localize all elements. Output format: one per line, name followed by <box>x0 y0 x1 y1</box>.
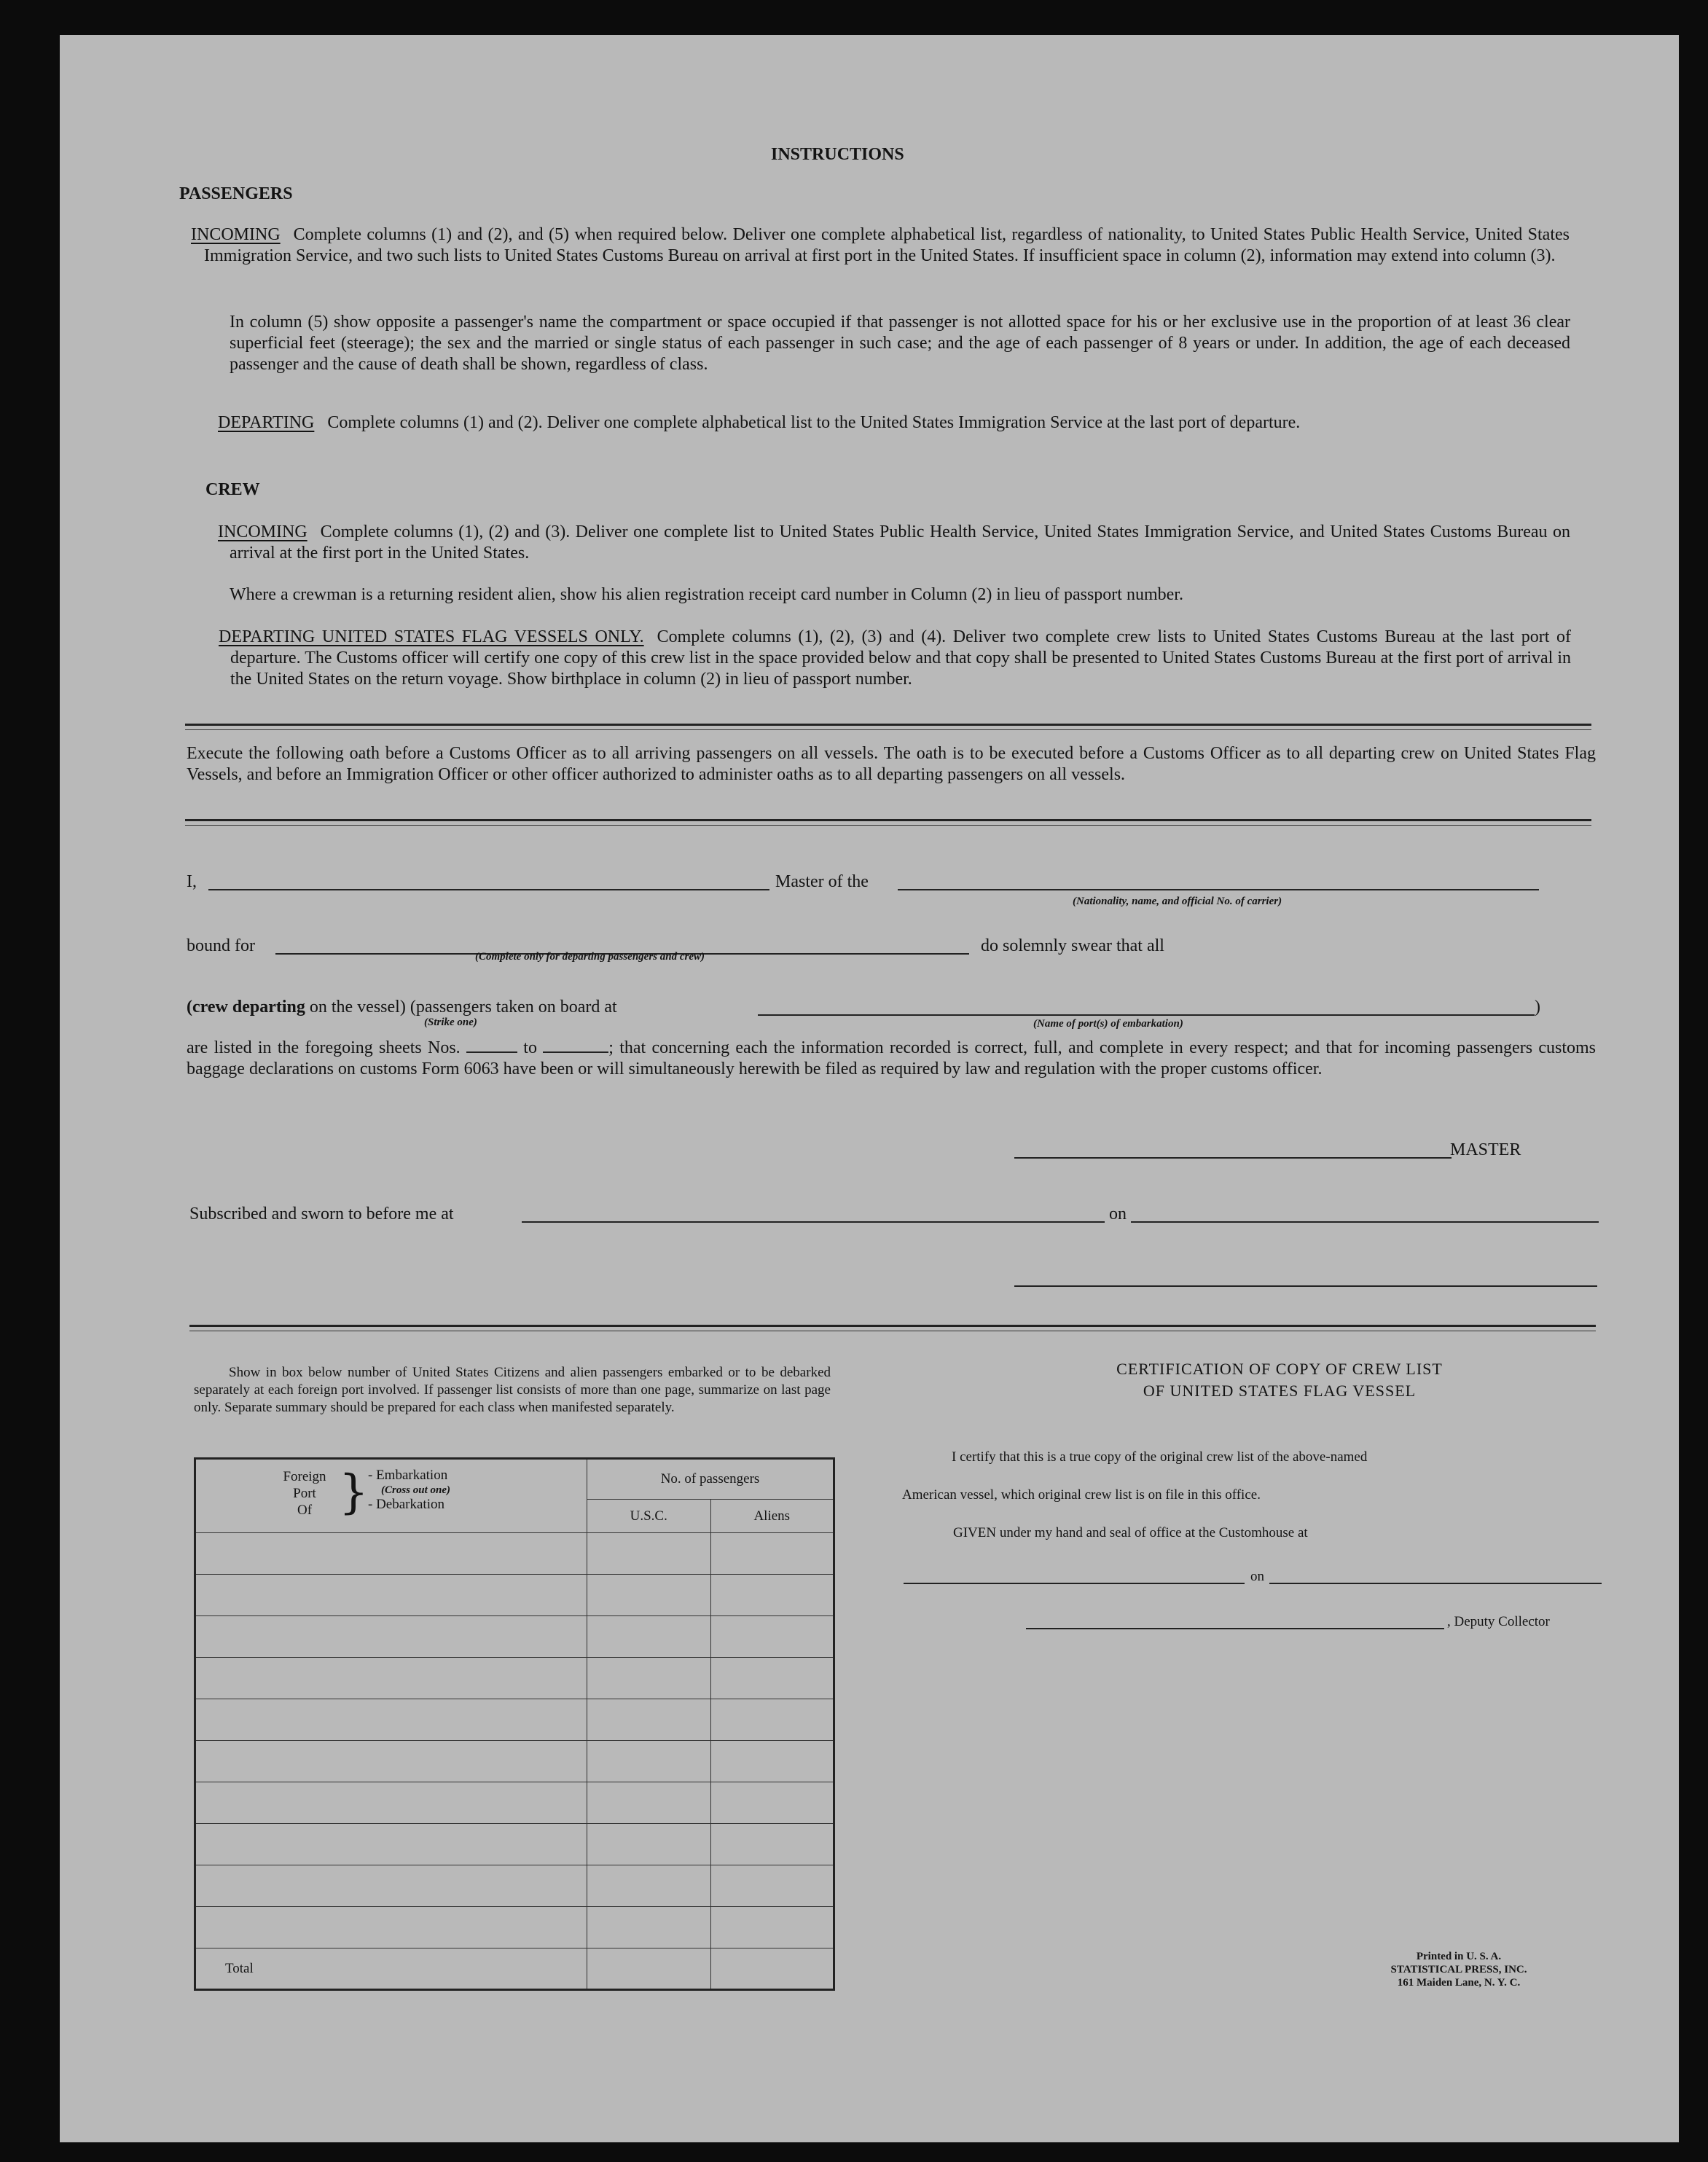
debarkation-label: - Debarkation <box>368 1497 444 1512</box>
oath-i-label: I, <box>187 872 197 891</box>
passengers-taken-text: (passengers taken on board at <box>410 998 617 1017</box>
printer-line1: Printed in U. S. A. <box>1416 1951 1502 1962</box>
usc-cell[interactable] <box>587 1699 710 1741</box>
subscribed-label: Subscribed and sworn to before me at <box>189 1205 454 1223</box>
lower-divider <box>189 1325 1596 1327</box>
crew-resident-paragraph: Where a crewman is a returning resident alien, show his alien registration receipt card number in Column (2) in lieu of passport number. <box>230 585 1183 604</box>
port-cell[interactable] <box>195 1575 587 1616</box>
port-cell[interactable] <box>195 1782 587 1824</box>
usc-cell[interactable] <box>587 1658 710 1699</box>
brace-icon: } <box>339 1465 369 1519</box>
given-text: GIVEN under my hand and seal of office at the Customhouse at <box>953 1525 1308 1540</box>
aliens-cell[interactable] <box>710 1824 834 1865</box>
foreign-port-header <box>195 1459 587 1533</box>
form-page <box>60 35 1679 2142</box>
oath-divider <box>185 819 1591 821</box>
customhouse-field[interactable] <box>904 1583 1245 1584</box>
table-row <box>195 1824 834 1865</box>
table-row <box>195 1699 834 1741</box>
embarkation-label: - Embarkation <box>368 1468 448 1483</box>
port-cell[interactable] <box>195 1907 587 1948</box>
bound-for-caption: (Complete only for departing passengers and crew) <box>475 951 705 963</box>
aliens-cell[interactable] <box>710 1699 834 1741</box>
usc-cell[interactable] <box>587 1575 710 1616</box>
port-label: Port <box>293 1486 316 1501</box>
port-cell[interactable] <box>195 1658 587 1699</box>
printer-imprint <box>1328 1950 1590 1989</box>
on-vessel-text: on the vessel) <box>309 998 406 1017</box>
usc-cell[interactable] <box>587 1907 710 1948</box>
ports-field[interactable] <box>758 1014 1535 1016</box>
bound-for-label: bound for <box>187 936 255 955</box>
certification-heading-line1: CERTIFICATION OF COPY OF CREW LIST <box>1116 1360 1443 1378</box>
oath-intro: Execute the following oath before a Customs Officer as to all arriving passengers on all vessels. The oath is to be executed before a Customs Officer as to all departing crew on United States Flag Vessels, and before an Immigration Officer or other officer authorized to administer oaths as to all departing passengers on all vessels. <box>187 744 1596 784</box>
table-row <box>195 1865 834 1907</box>
passengers-column5-paragraph: In column (5) show opposite a passenger's name the compartment or space occupied if that passenger is not allotted space for his or her exclusive use in the proportion of at least 36 clear superficial feet (steerage); the sex and the married or single status of each passenger in such case; and the age of each passenger of 8 years or under. In addition, the age of each deceased passenger and the cause of death shall be shown, regardless of class. <box>230 313 1570 374</box>
crew-heading: CREW <box>205 480 260 499</box>
oath-divider-thin <box>185 825 1591 826</box>
passengers-incoming-label: INCOMING <box>191 225 281 244</box>
port-cell[interactable] <box>195 1699 587 1741</box>
aliens-cell[interactable] <box>710 1782 834 1824</box>
usc-cell[interactable] <box>587 1824 710 1865</box>
table-row <box>195 1616 834 1658</box>
passengers-departing-paragraph <box>218 412 1570 434</box>
certification-heading <box>981 1358 1578 1402</box>
certification-heading-line2: OF UNITED STATES FLAG VESSEL <box>1143 1382 1417 1400</box>
cert-date-field[interactable] <box>1269 1583 1602 1584</box>
printer-line2: STATISTICAL PRESS, INC. <box>1390 1964 1527 1975</box>
close-paren: ) <box>1535 998 1540 1017</box>
officer-signature-field[interactable] <box>1014 1285 1597 1287</box>
crew-departing-text: (crew departing <box>187 998 305 1017</box>
usc-cell[interactable] <box>587 1782 710 1824</box>
deputy-label: , Deputy Collector <box>1447 1614 1550 1629</box>
carrier-caption: (Nationality, name, and official No. of carrier) <box>1073 896 1282 907</box>
total-label: Total <box>195 1948 587 1990</box>
passengers-heading: PASSENGERS <box>179 184 293 203</box>
sheet-to-field[interactable] <box>543 1038 608 1053</box>
cross-out-label: (Cross out one) <box>381 1484 451 1496</box>
printer-line3: 161 Maiden Lane, N. Y. C. <box>1397 1977 1521 1989</box>
master-label: MASTER <box>1450 1140 1521 1159</box>
master-name-field[interactable] <box>208 889 769 890</box>
ports-caption: (Name of port(s) of embarkation) <box>1033 1018 1183 1030</box>
american-text: American vessel, which original crew list is on file in this office. <box>902 1487 1261 1503</box>
certify-text: I certify that this is a true copy of the original crew list of the above-named <box>952 1449 1368 1465</box>
total-aliens-cell[interactable] <box>710 1948 834 1990</box>
crew-passengers-line <box>187 997 617 1018</box>
strike-caption: (Strike one) <box>424 1017 477 1028</box>
cert-on-label: on <box>1250 1569 1264 1584</box>
master-signature-field[interactable] <box>1014 1157 1452 1159</box>
passengers-departing-label: DEPARTING <box>218 413 315 432</box>
usc-cell[interactable] <box>587 1616 710 1658</box>
usc-cell[interactable] <box>587 1533 710 1575</box>
table-row <box>195 1782 834 1824</box>
swear-label: do solemnly swear that all <box>981 936 1164 955</box>
page-title: INSTRUCTIONS <box>771 145 904 164</box>
listed-prefix: are listed in the foregoing sheets Nos. <box>187 1038 461 1057</box>
of-label: Of <box>297 1503 313 1518</box>
crew-departing-text: Complete columns (1), (2), (3) and (4). Deliver two complete crew lists to United States Customs Bureau at the last port of departure. The Customs officer will certify one copy of this crew list in the space provided below and that copy shall be presented to United States Customs Bureau at the first port of arrival in the United States on the return voyage. Show birthplace in column (2) in lieu of passport number. <box>230 627 1571 689</box>
carrier-field[interactable] <box>898 889 1539 890</box>
subscribed-on-label: on <box>1109 1205 1127 1223</box>
usc-cell[interactable] <box>587 1865 710 1907</box>
table-row <box>195 1907 834 1948</box>
master-of-label: Master of the <box>775 872 869 891</box>
aliens-cell[interactable] <box>710 1575 834 1616</box>
table-row <box>195 1741 834 1782</box>
passengers-incoming-paragraph <box>191 224 1570 267</box>
passengers-incoming-text: Complete columns (1) and (2), and (5) when required below. Deliver one complete alphabetical list, regardless of nationality, to United States Public Health Service, United States Immigration Service, and two such lists to United States Customs Bureau on arrival at first port in the United States. If insufficient space in column (2), information may extend into column (3). <box>204 225 1570 265</box>
port-cell[interactable] <box>195 1824 587 1865</box>
usc-header: U.S.C. <box>587 1500 710 1533</box>
listed-paragraph <box>187 1038 1596 1080</box>
crew-incoming-text: Complete columns (1), (2) and (3). Deliver one complete list to United States Public Health Service, United States Immigration Service, and United States Customs Bureau on arrival at the first port in the United States. <box>230 522 1570 563</box>
passenger-summary-table <box>194 1457 835 1991</box>
aliens-cell[interactable] <box>710 1533 834 1575</box>
to-word: to <box>523 1038 537 1057</box>
sheet-from-field[interactable] <box>466 1038 517 1053</box>
crew-incoming-label: INCOMING <box>218 522 307 541</box>
summary-instructions: Show in box below number of United States Citizens and alien passengers embarked or to be debarked separately at each foreign port involved. If passenger list consists of more than one page, summarize on last page only. Separate summary should be prepared for each class when manifested separately. <box>194 1365 831 1415</box>
subscribed-date-field[interactable] <box>1131 1221 1599 1223</box>
total-row <box>195 1948 834 1990</box>
aliens-cell[interactable] <box>710 1907 834 1948</box>
aliens-cell[interactable] <box>710 1865 834 1907</box>
aliens-cell[interactable] <box>710 1741 834 1782</box>
no-passengers-header: No. of passengers <box>587 1459 834 1500</box>
foreign-label: Foreign <box>283 1469 326 1484</box>
aliens-cell[interactable] <box>710 1658 834 1699</box>
section-divider <box>185 724 1591 726</box>
port-cell[interactable] <box>195 1533 587 1575</box>
table-row <box>195 1658 834 1699</box>
passengers-departing-text: Complete columns (1) and (2). Deliver one complete alphabetical list to the United States Immigration Service at the last port of departure. <box>327 413 1301 432</box>
subscribed-place-field[interactable] <box>522 1221 1105 1223</box>
total-usc-cell[interactable] <box>587 1948 710 1990</box>
usc-cell[interactable] <box>587 1741 710 1782</box>
listed-rest: ; that concerning each the information recorded is correct, full, and complete in every respect; and that for incoming passengers customs baggage declarations on customs Form 6063 have been or will simultaneously herewith be filed as required by law and regulation with the proper customs officer. <box>187 1038 1597 1078</box>
port-cell[interactable] <box>195 1741 587 1782</box>
crew-incoming-paragraph <box>218 522 1570 564</box>
table-row <box>195 1533 834 1575</box>
aliens-cell[interactable] <box>710 1616 834 1658</box>
port-cell[interactable] <box>195 1865 587 1907</box>
section-divider-thin <box>185 729 1591 730</box>
deputy-signature-field[interactable] <box>1026 1628 1444 1629</box>
aliens-header: Aliens <box>710 1500 834 1533</box>
crew-departing-paragraph <box>219 627 1571 690</box>
table-row <box>195 1575 834 1616</box>
crew-departing-label: DEPARTING UNITED STATES FLAG VESSELS ONLY. <box>219 627 644 646</box>
port-cell[interactable] <box>195 1616 587 1658</box>
